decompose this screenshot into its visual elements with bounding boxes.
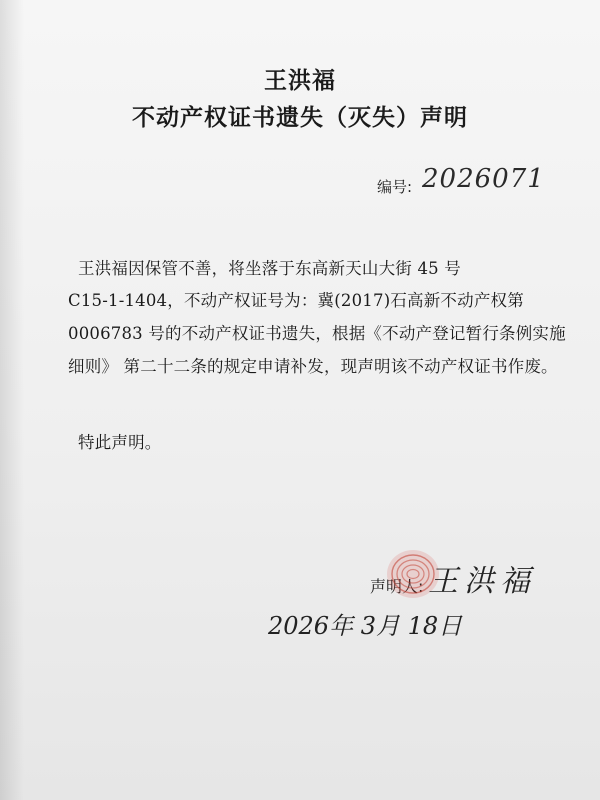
- body-line-1: 王洪福因保管不善，将坐落于东高新天山大街 45 号: [78, 259, 461, 278]
- handwritten-signature: 王洪福: [428, 564, 536, 599]
- declarant-name-heading: 王洪福: [264, 68, 336, 94]
- serial-number-label: 编号:: [377, 178, 413, 196]
- handwritten-date: 2026年 3月 18日: [268, 612, 463, 640]
- closing-text: 特此声明。: [78, 433, 162, 452]
- body-line-2: C15-1-1404，不动产权证号为：冀(2017)石高新不动产权第: [68, 291, 524, 310]
- serial-number-handwritten: 2026071: [422, 164, 545, 194]
- body-line-3: 0006783 号的不动产权证书遗失，根据《不动产登记暂行条例实施: [68, 324, 566, 343]
- declarant-label: 声明人:: [370, 577, 424, 596]
- body-line-4: 细则》 第二十二条的规定申请补发，现声明该不动产权证书作废。: [68, 357, 558, 376]
- statement-title: 不动产权证书遗失（灭失）声明: [132, 105, 468, 131]
